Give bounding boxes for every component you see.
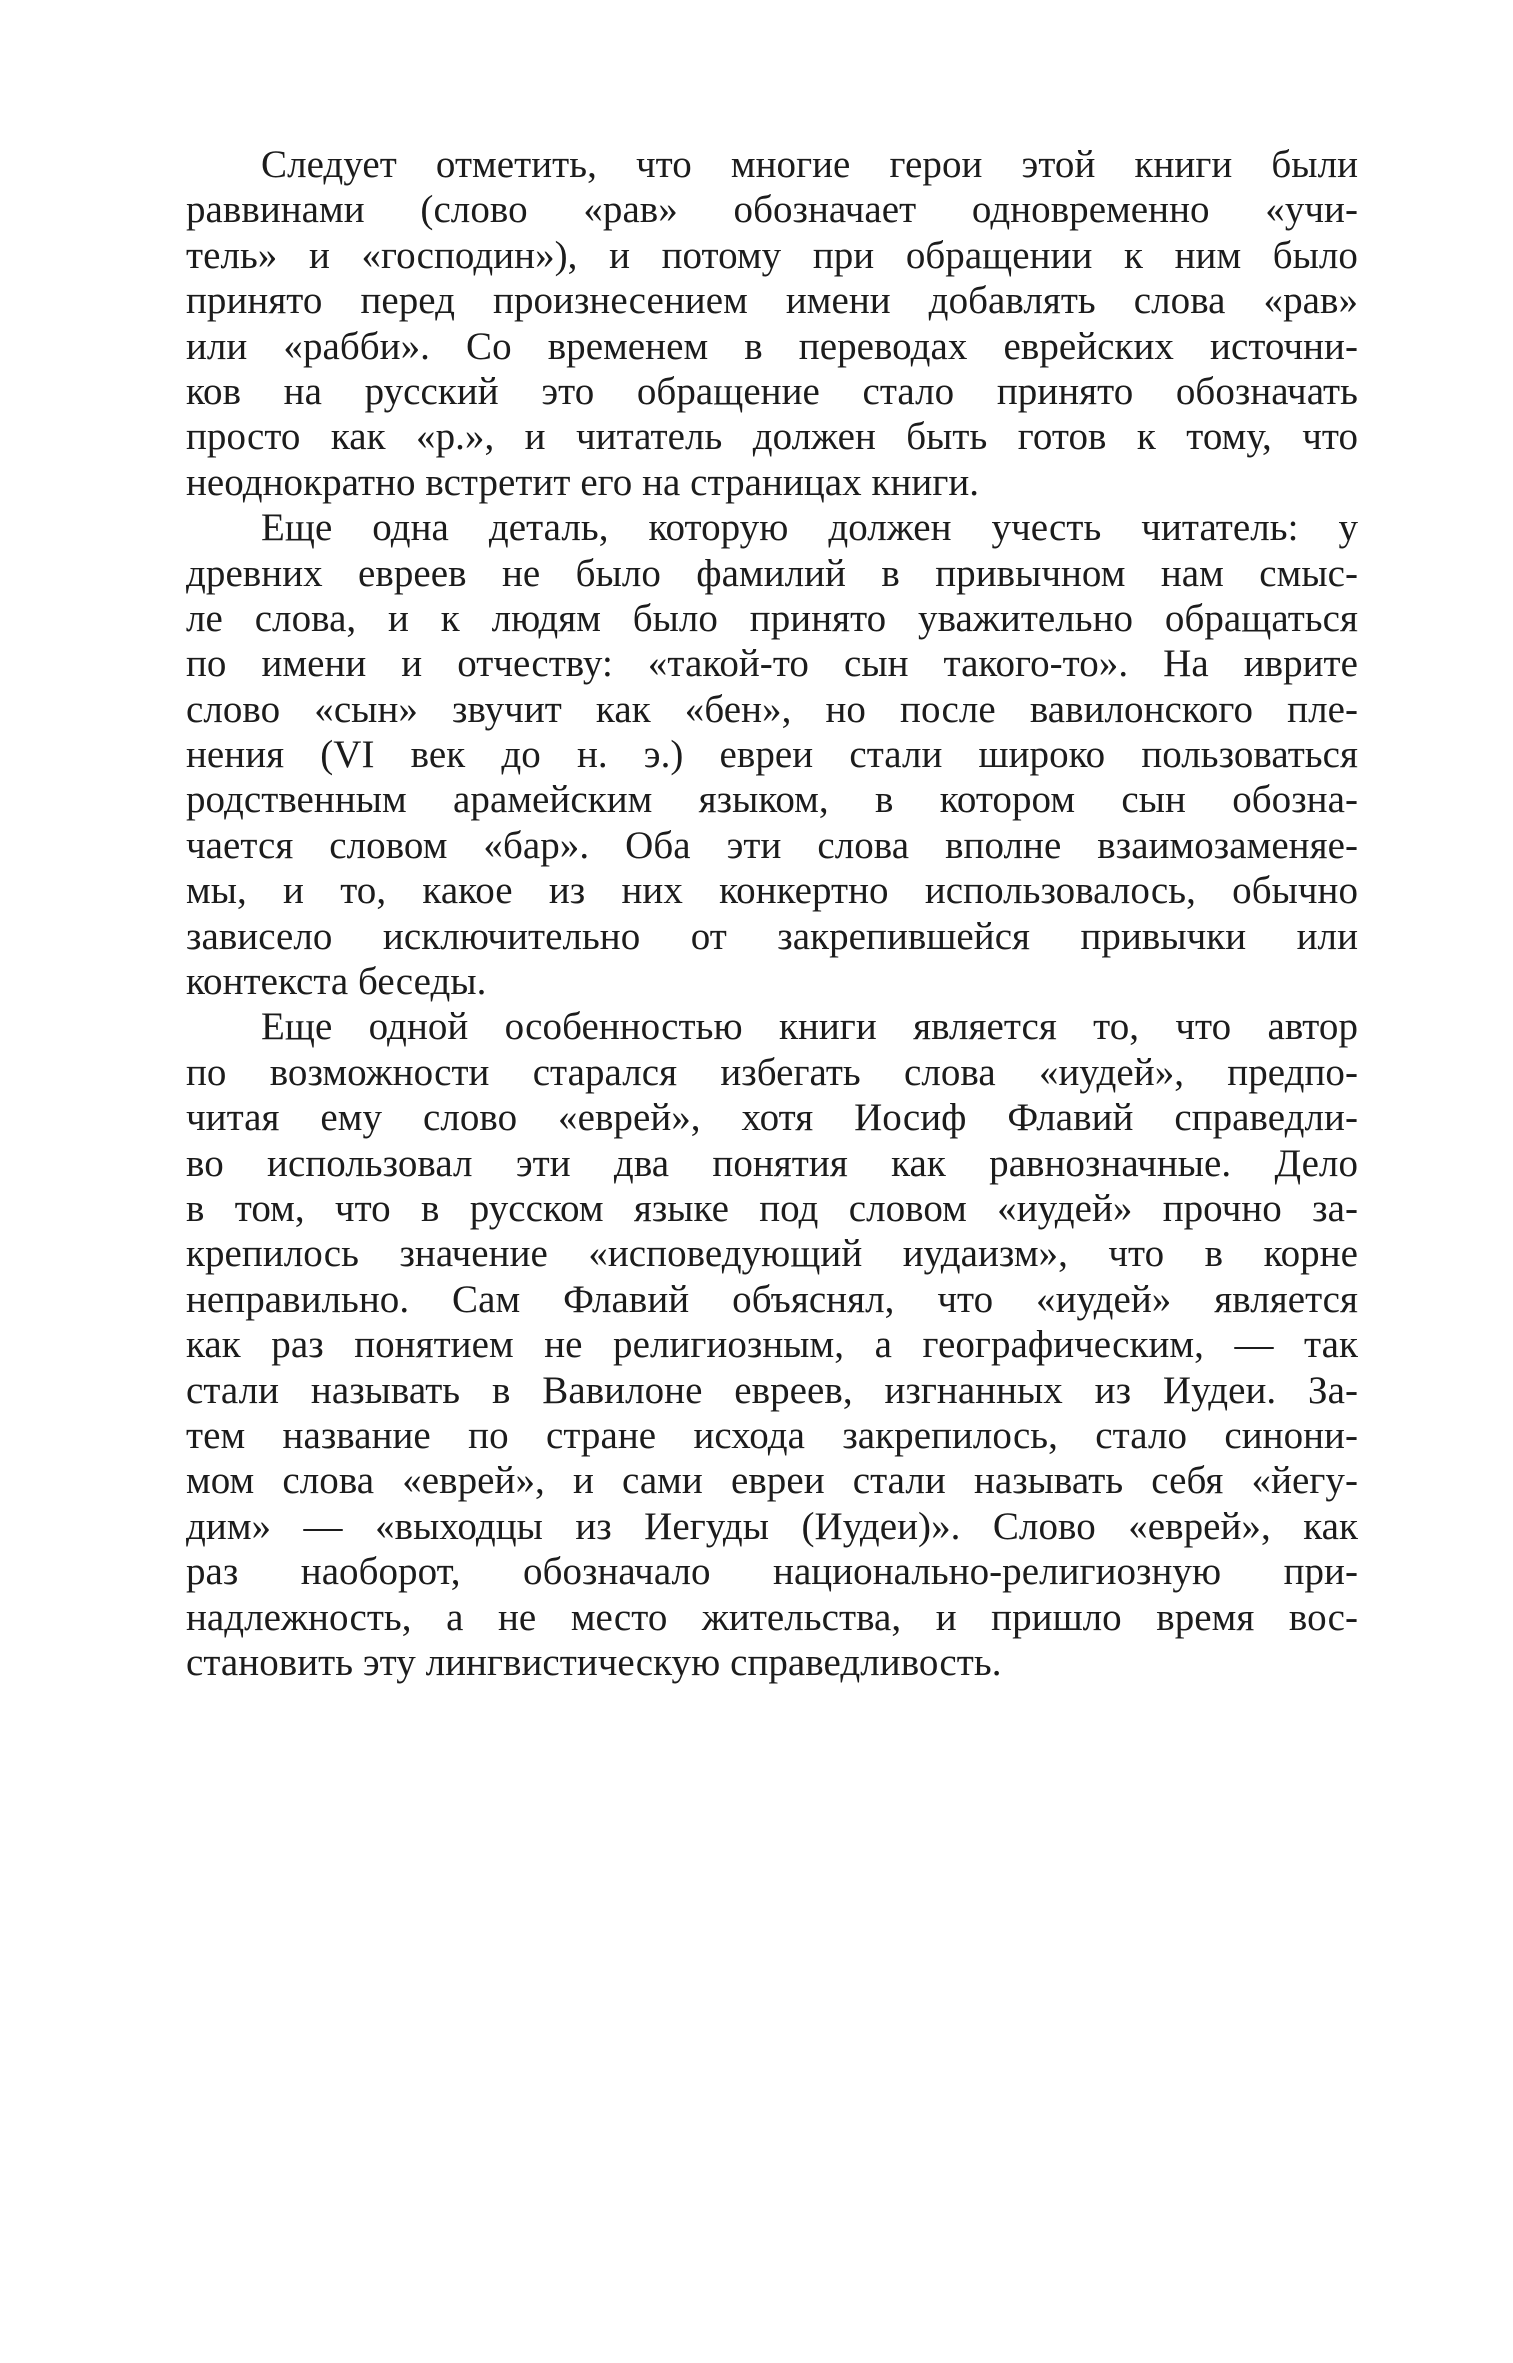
text-line: стали называть в Вавилоне евреев, изгнанных из Иудеи. За- (186, 1368, 1358, 1412)
text-line: надлежность, а не место жительства, и пришло время вос- (186, 1595, 1358, 1639)
paragraph-rabbi-title (186, 142, 1358, 505)
paragraph-judean (186, 1004, 1358, 1685)
text-line: нения (VI век до н. э.) евреи стали широко пользоваться (186, 733, 1358, 777)
text-line: Еще одной особенностью книги является то, что автор (261, 1005, 1358, 1049)
text-line: неправильно. Сам Флавий объяснял, что «иудей» является (186, 1277, 1358, 1321)
text-line: раз наоборот, обозначало национально-религиозную при- (186, 1550, 1358, 1594)
text-line: во использовал эти два понятия как равнозначные. Дело (186, 1141, 1358, 1185)
text-line: дим» — «выходцы из Иегуды (Иудеи)». Слово «еврей», как (186, 1504, 1358, 1548)
text-line: тем название по стране исхода закрепилось, стало синони- (186, 1413, 1358, 1457)
text-line: неоднократно встретит его на страницах книги. (186, 460, 980, 504)
text-line: или «рабби». Со временем в переводах еврейских источни- (186, 324, 1358, 368)
text-line: Еще одна деталь, которую должен учесть читатель: у (261, 506, 1358, 550)
text-line: контекста беседы. (186, 960, 487, 1004)
text-line: мом слова «еврей», и сами евреи стали называть себя «йегу- (186, 1459, 1358, 1503)
text-line: по имени и отчеству: «такой-то сын такого-то». На иврите (186, 642, 1358, 686)
text-line: принято перед произнесением имени добавлять слова «рав» (186, 279, 1358, 323)
text-line: ле слова, и к людям было принято уважительно обращаться (186, 596, 1358, 640)
text-line: по возможности старался избегать слова «иудей», предпо- (186, 1050, 1358, 1094)
text-line: зависело исключительно от закрепившейся привычки или (186, 914, 1358, 958)
text-line: становить эту лингвистическую справедливость. (186, 1640, 1002, 1684)
text-line: ков на русский это обращение стало принято обозначать (186, 369, 1358, 413)
text-line: слово «сын» звучит как «бен», но после вавилонского пле- (186, 687, 1358, 731)
text-line: древних евреев не было фамилий в привычном нам смыс- (186, 551, 1358, 595)
text-line: читая ему слово «еврей», хотя Иосиф Флавий справедли- (186, 1096, 1358, 1140)
text-line: чается словом «бар». Оба эти слова вполне взаимозаменяе- (186, 823, 1358, 867)
text-line: мы, и то, какое из них конкертно использовалось, обычно (186, 869, 1358, 913)
paragraph-names (186, 505, 1358, 1004)
text-line: раввинами (слово «рав» обозначает одновременно «учи- (186, 188, 1358, 232)
text-line: как раз понятием не религиозным, а географическим, — так (186, 1323, 1358, 1367)
text-line: тель» и «господин»), и потому при обращении к ним было (186, 233, 1358, 277)
text-line: в том, что в русском языке под словом «иудей» прочно за- (186, 1186, 1358, 1230)
text-line: крепилось значение «исповедующий иудаизм», что в корне (186, 1232, 1358, 1276)
body-text (186, 142, 1358, 1685)
text-line: Следует отметить, что многие герои этой книги были (261, 143, 1358, 186)
text-line: просто как «р.», и читатель должен быть готов к тому, что (186, 415, 1358, 459)
text-line: родственным арамейским языком, в котором сын обозна- (186, 778, 1358, 822)
